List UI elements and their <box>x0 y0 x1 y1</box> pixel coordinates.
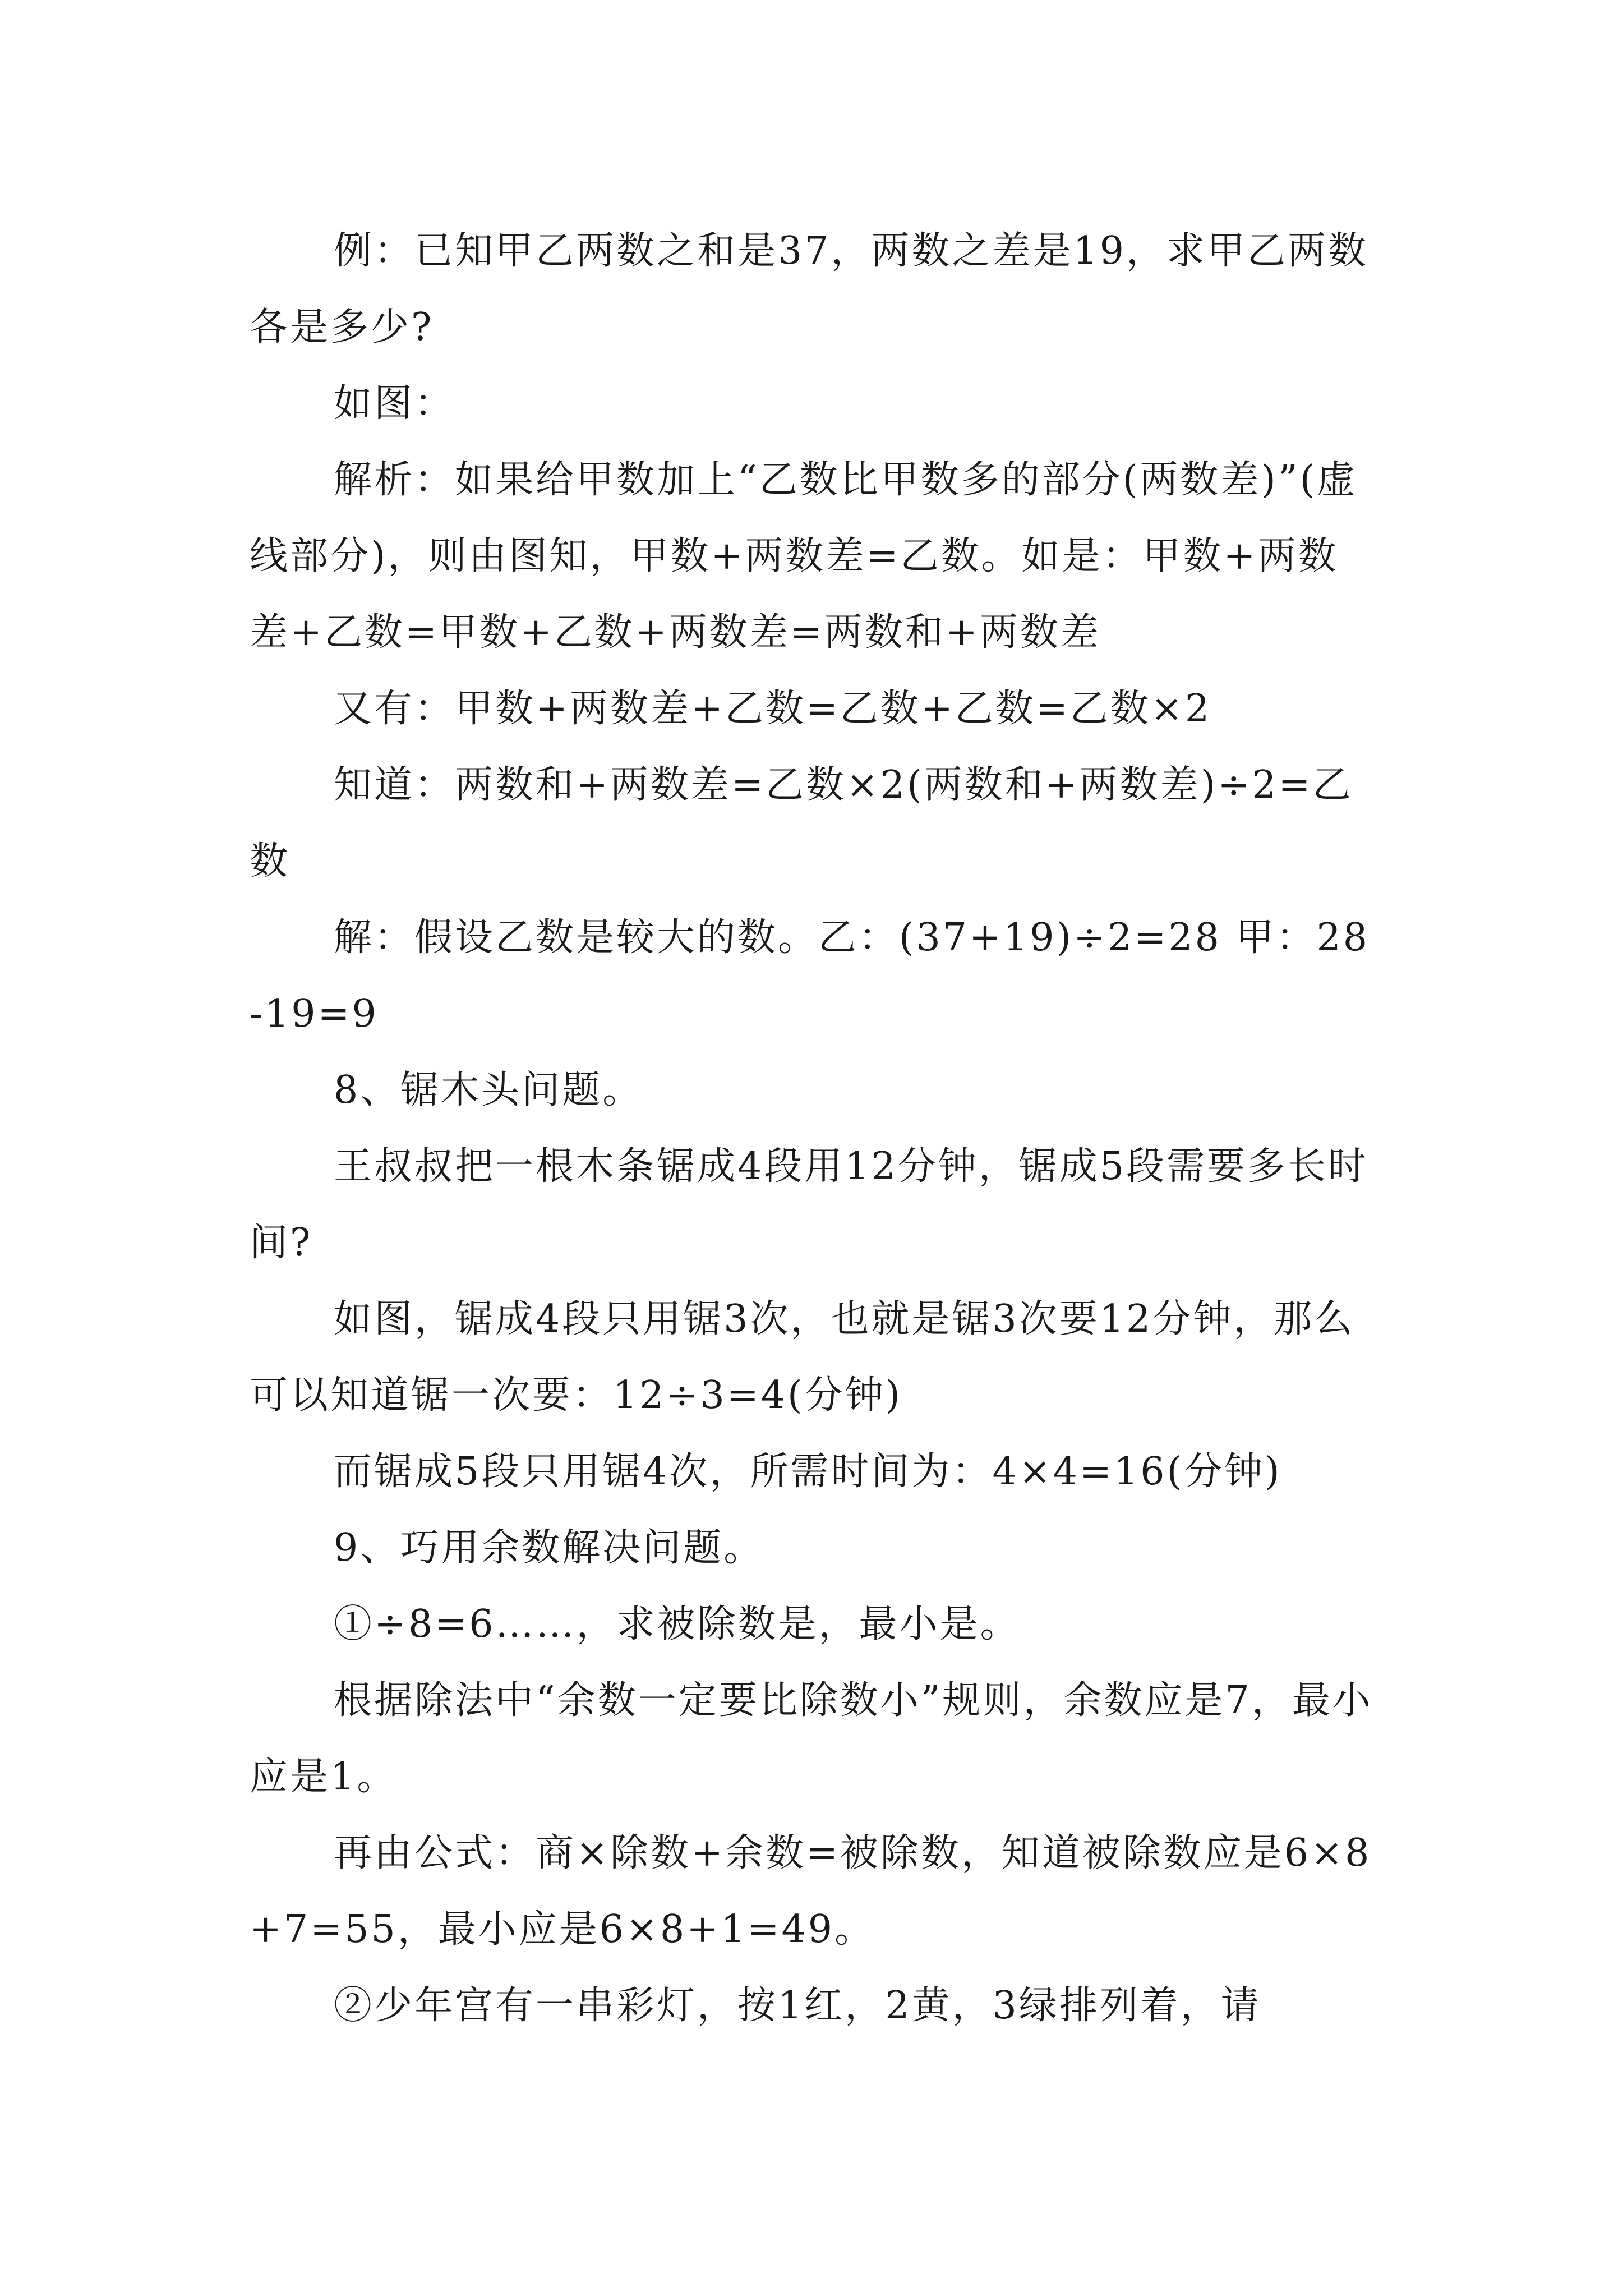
analysis-paragraph: 解析：如果给甲数加上“乙数比甲数多的部分(两数差)”(虚线部分)，则由图知，甲数+两数差=乙数。如是：甲数+两数差+乙数=甲数+乙数+两数差=两数和+两数差 <box>250 458 1358 655</box>
section-heading-8: 8、锯木头问题。 <box>334 1068 643 1112</box>
figure-reference: 如图： <box>334 381 455 426</box>
section-heading-9: 9、巧用余数解决问题。 <box>334 1526 764 1570</box>
solution-paragraph: 解：假设乙数是较大的数。乙：(37+19)÷2=28 甲：28-19=9 <box>250 915 1370 1036</box>
sawing-explanation: 如图，锯成4段只用锯3次，也就是锯3次要12分钟，那么可以知道锯一次要：12÷3=4(分钟) <box>250 1297 1355 1418</box>
remainder-formula: 再由公式：商×除数+余数=被除数，知道被除数应是6×8+7=55，最小应是6×8+1=49。 <box>250 1831 1372 1952</box>
analysis-step-3: 知道：两数和+两数差=乙数×2(两数和+两数差)÷2=乙数 <box>250 763 1353 884</box>
example-question: 例：已知甲乙两数之和是37，两数之差是19，求甲乙两数各是多少? <box>250 229 1369 349</box>
sawing-question: 王叔叔把一根木条锯成4段用12分钟，锯成5段需要多长时间? <box>250 1144 1369 1265</box>
remainder-rule: 根据除法中“余数一定要比除数小”规则，余数应是7，最小应是1。 <box>250 1678 1373 1799</box>
document-body <box>250 213 1377 2044</box>
sawing-answer: 而锯成5段只用锯4次，所需时间为：4×4=16(分钟) <box>334 1450 1282 1494</box>
analysis-step-2: 又有：甲数+两数差+乙数=乙数+乙数=乙数×2 <box>334 687 1212 731</box>
remainder-question-2: ②少年宫有一串彩灯，按1红，2黄，3绿排列着，请 <box>334 1984 1261 2028</box>
remainder-question-1: ①÷8=6……，求被除数是，最小是。 <box>334 1602 1021 1646</box>
